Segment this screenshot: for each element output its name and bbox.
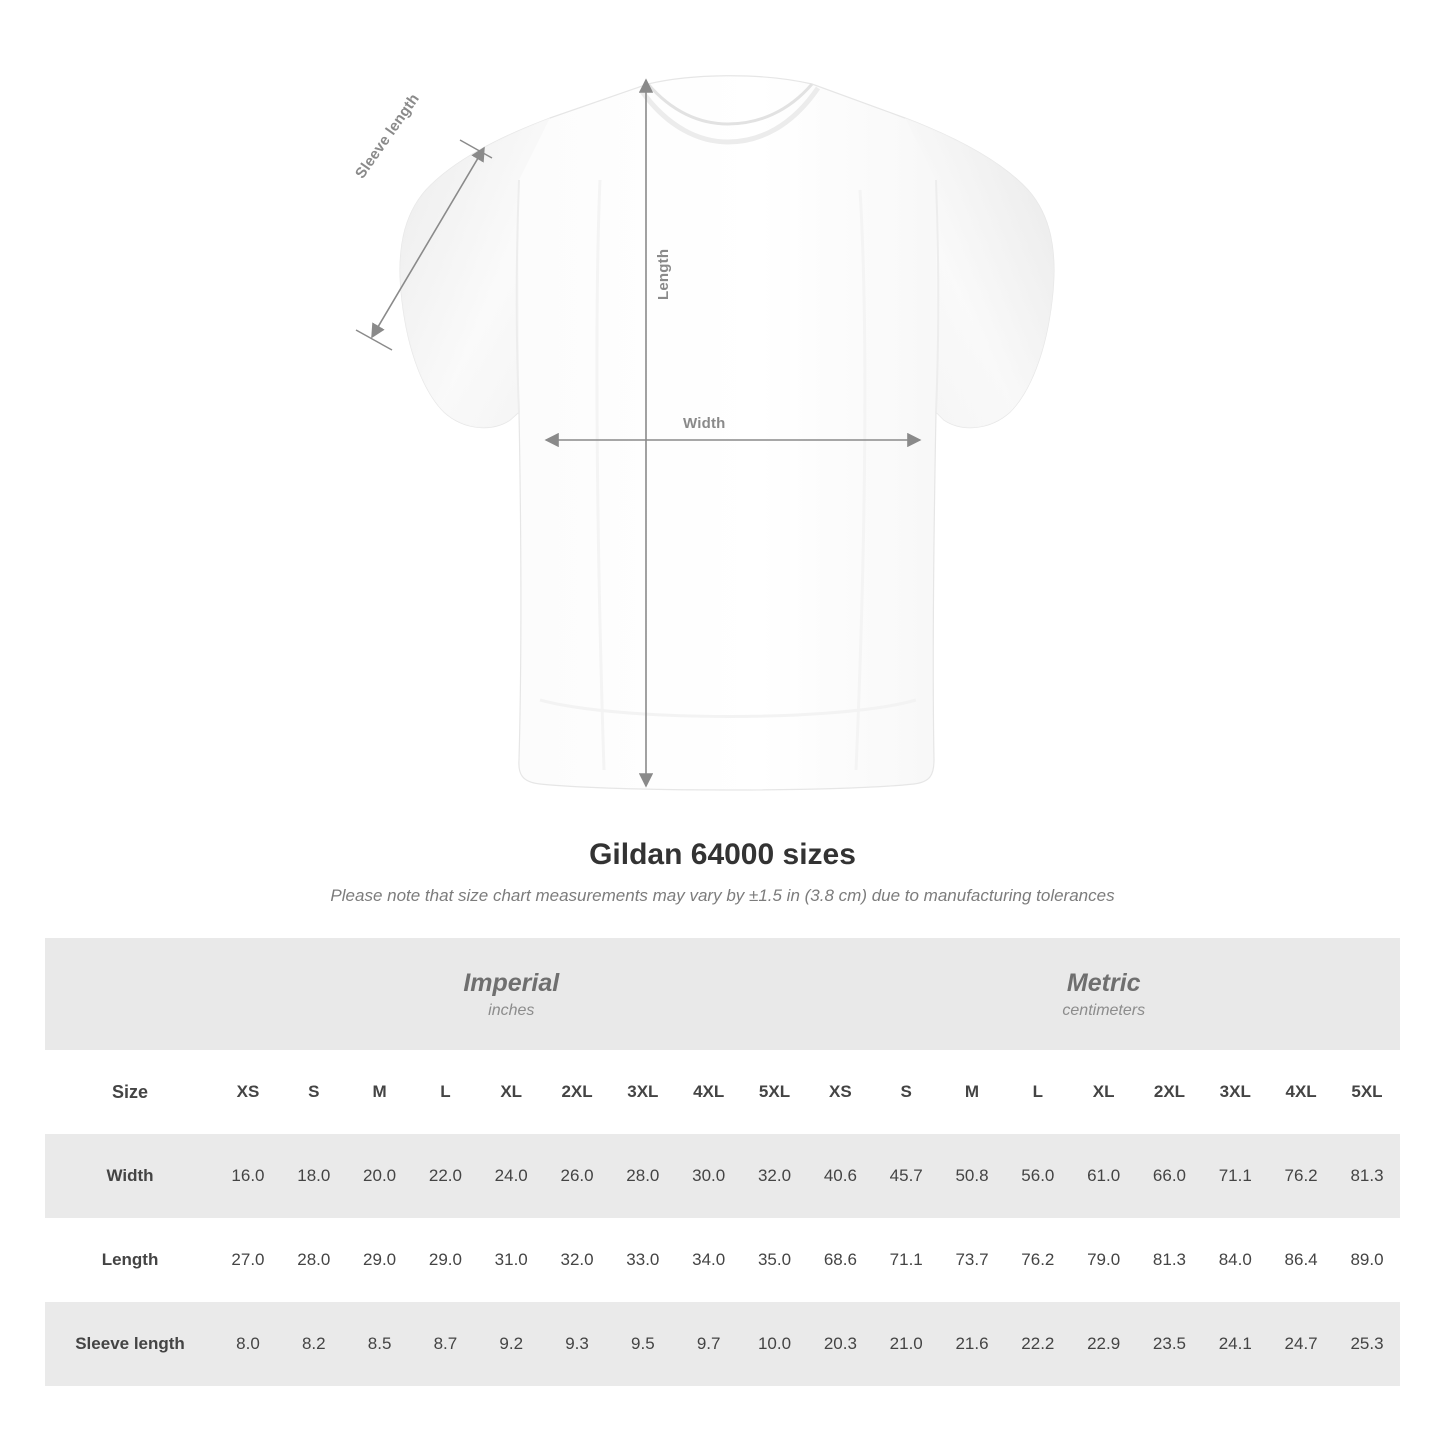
size-column-header: 4XL — [1268, 1050, 1334, 1134]
measurement-cell: 61.0 — [1071, 1134, 1137, 1218]
measurement-cell: 32.0 — [544, 1218, 610, 1302]
table-row — [45, 1134, 1400, 1218]
measurement-cell: 8.5 — [347, 1302, 413, 1386]
measurement-cell: 21.0 — [873, 1302, 939, 1386]
measurement-cell: 66.0 — [1137, 1134, 1203, 1218]
measurement-cell: 23.5 — [1137, 1302, 1203, 1386]
measurement-cell: 9.2 — [478, 1302, 544, 1386]
table-row — [45, 1302, 1400, 1386]
measurement-cell: 81.3 — [1137, 1218, 1203, 1302]
label-length: Length — [655, 248, 672, 300]
measurement-cell: 33.0 — [610, 1218, 676, 1302]
measurement-cell: 68.6 — [807, 1218, 873, 1302]
tolerance-note: Please note that size chart measurements may vary by ±1.5 in (3.8 cm) due to manufacturing tolerances — [330, 886, 1115, 905]
measurement-cell: 29.0 — [413, 1218, 479, 1302]
measurement-cell: 73.7 — [939, 1218, 1005, 1302]
size-column-header: 3XL — [610, 1050, 676, 1134]
measurement-cell: 22.2 — [1005, 1302, 1071, 1386]
unit-group-sub: centimeters — [1062, 1002, 1146, 1019]
measurement-cell: 50.8 — [939, 1134, 1005, 1218]
measurement-cell: 9.3 — [544, 1302, 610, 1386]
table-row — [45, 1218, 1400, 1302]
size-column-header: 3XL — [1202, 1050, 1268, 1134]
label-width: Width — [683, 415, 726, 432]
measurement-cell: 10.0 — [742, 1302, 808, 1386]
unit-group-metric — [807, 938, 1400, 1050]
measurement-cell: 20.3 — [807, 1302, 873, 1386]
size-column-header: XL — [1071, 1050, 1137, 1134]
measurement-cell: 9.7 — [676, 1302, 742, 1386]
size-column-header: 2XL — [544, 1050, 610, 1134]
page-title: Gildan 64000 sizes — [589, 838, 856, 871]
size-column-header: L — [1005, 1050, 1071, 1134]
measurement-cell: 20.0 — [347, 1134, 413, 1218]
measurement-cell: 30.0 — [676, 1134, 742, 1218]
size-column-header: L — [413, 1050, 479, 1134]
size-column-header: M — [347, 1050, 413, 1134]
measurement-cell: 8.0 — [215, 1302, 281, 1386]
measurement-cell: 22.0 — [413, 1134, 479, 1218]
measurement-cell: 25.3 — [1334, 1302, 1400, 1386]
size-column-header: 5XL — [742, 1050, 808, 1134]
measurement-cell: 32.0 — [742, 1134, 808, 1218]
shirt-body — [400, 76, 1054, 790]
size-column-header: S — [281, 1050, 347, 1134]
size-column-header: XS — [215, 1050, 281, 1134]
measurement-cell: 31.0 — [478, 1218, 544, 1302]
unit-group-imperial — [215, 938, 807, 1050]
row-header-length: Length — [45, 1218, 215, 1302]
measurement-cell: 84.0 — [1202, 1218, 1268, 1302]
size-column-header: S — [873, 1050, 939, 1134]
measurement-cell: 56.0 — [1005, 1134, 1071, 1218]
row-header-width: Width — [45, 1134, 215, 1218]
measurement-cell: 18.0 — [281, 1134, 347, 1218]
size-chart-table — [45, 938, 1400, 1386]
measurement-cell: 34.0 — [676, 1218, 742, 1302]
measurement-cell: 8.7 — [413, 1302, 479, 1386]
measurement-cell: 86.4 — [1268, 1218, 1334, 1302]
measurement-cell: 35.0 — [742, 1218, 808, 1302]
measurement-cell: 89.0 — [1334, 1218, 1400, 1302]
size-header-row — [45, 1050, 1400, 1134]
unit-header-spacer — [45, 938, 215, 1050]
unit-group-sub: inches — [488, 1002, 535, 1019]
size-column-header: 4XL — [676, 1050, 742, 1134]
measurement-cell: 40.6 — [807, 1134, 873, 1218]
measurement-cell: 16.0 — [215, 1134, 281, 1218]
label-sleeve-length: Sleeve length — [352, 90, 423, 182]
measurement-cell: 71.1 — [1202, 1134, 1268, 1218]
unit-group-name: Imperial — [463, 969, 560, 997]
measurement-cell: 79.0 — [1071, 1218, 1137, 1302]
size-column-header: M — [939, 1050, 1005, 1134]
measurement-cell: 22.9 — [1071, 1302, 1137, 1386]
unit-group-name: Metric — [1066, 969, 1141, 997]
measurement-cell: 9.5 — [610, 1302, 676, 1386]
measurement-cell: 81.3 — [1334, 1134, 1400, 1218]
size-column-header: XL — [478, 1050, 544, 1134]
measurement-cell: 24.7 — [1268, 1302, 1334, 1386]
measurement-cell: 28.0 — [610, 1134, 676, 1218]
row-header-size: Size — [45, 1050, 215, 1134]
measurement-cell: 71.1 — [873, 1218, 939, 1302]
measurement-cell: 76.2 — [1268, 1134, 1334, 1218]
measurement-cell: 28.0 — [281, 1218, 347, 1302]
measurement-cell: 24.0 — [478, 1134, 544, 1218]
measurement-cell: 26.0 — [544, 1134, 610, 1218]
measurement-cell: 76.2 — [1005, 1218, 1071, 1302]
measurement-cell: 8.2 — [281, 1302, 347, 1386]
unit-header-row — [45, 938, 1400, 1050]
size-column-header: XS — [807, 1050, 873, 1134]
size-column-header: 2XL — [1137, 1050, 1203, 1134]
size-chart-table-wrap — [45, 938, 1400, 1386]
measurement-cell: 45.7 — [873, 1134, 939, 1218]
measurement-cell: 24.1 — [1202, 1302, 1268, 1386]
measurement-cell: 29.0 — [347, 1218, 413, 1302]
size-column-header: 5XL — [1334, 1050, 1400, 1134]
measurement-cell: 27.0 — [215, 1218, 281, 1302]
row-header-sleeve-length: Sleeve length — [45, 1302, 215, 1386]
measurement-cell: 21.6 — [939, 1302, 1005, 1386]
